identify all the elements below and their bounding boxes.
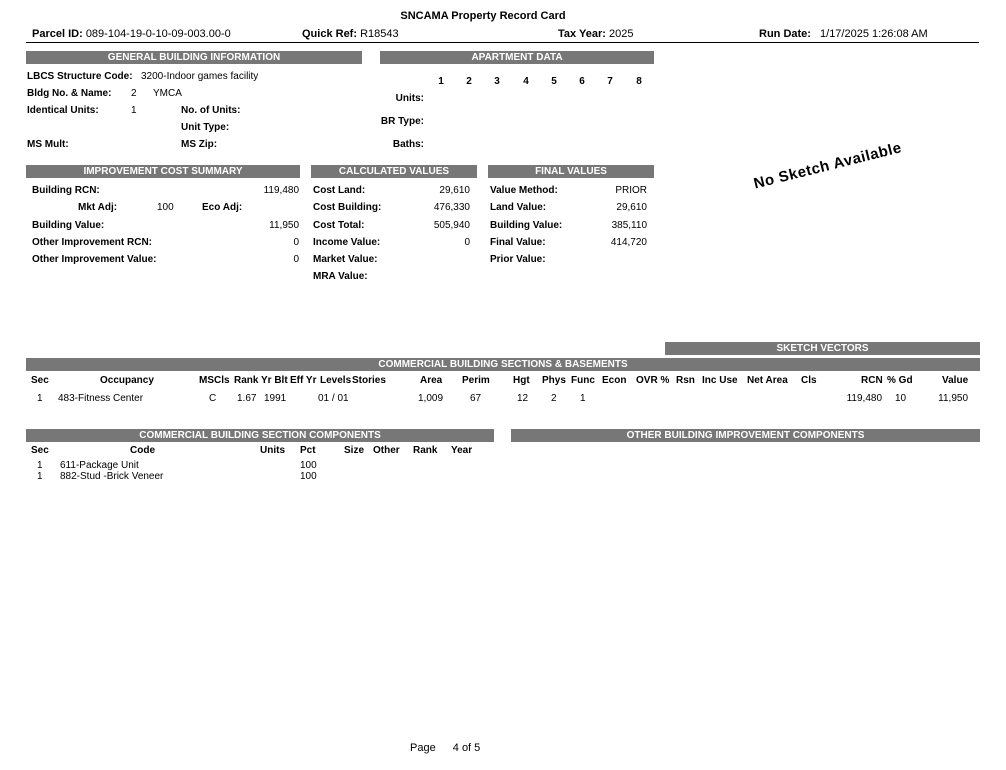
lbcs-value: 3200-Indoor games facility bbox=[141, 71, 259, 82]
row-rcn: 119,480 bbox=[846, 393, 882, 404]
row-value: 11,950 bbox=[938, 393, 968, 404]
bldg-no-value: 2 bbox=[131, 88, 137, 99]
row-perim: 67 bbox=[470, 393, 482, 404]
col-yr-blt: Yr Blt bbox=[261, 375, 288, 386]
final-value-value: 414,720 bbox=[610, 237, 647, 248]
col-area: Area bbox=[420, 375, 443, 386]
col-stories: Stories bbox=[352, 375, 386, 386]
cost-land-label: Cost Land: bbox=[313, 185, 366, 196]
col-hgt: Hgt bbox=[513, 375, 530, 386]
col-eff-yr: Eff Yr bbox=[290, 375, 317, 386]
final-values-header: FINAL VALUES bbox=[488, 165, 654, 178]
cost-building-value: 476,330 bbox=[433, 202, 470, 213]
improvement-cost-header: IMPROVEMENT COST SUMMARY bbox=[26, 165, 300, 178]
identical-units-value: 1 bbox=[131, 105, 137, 116]
cost-total-value: 505,940 bbox=[433, 220, 470, 231]
row-rank: 1.67 bbox=[237, 393, 257, 404]
col-sec: Sec bbox=[31, 375, 49, 386]
col-rcn: RCN bbox=[861, 375, 883, 386]
row-gd: 10 bbox=[895, 393, 907, 404]
mkt-adj-value: 100 bbox=[157, 202, 174, 213]
col-levels: Levels bbox=[320, 375, 352, 386]
row-area: 1,009 bbox=[418, 393, 444, 404]
parcel-id-value: 089-104-19-0-10-09-003.00-0 bbox=[85, 28, 231, 40]
final-building-value-label: Building Value: bbox=[490, 220, 563, 231]
col-net-area: Net Area bbox=[747, 375, 788, 386]
general-building-header: GENERAL BUILDING INFORMATION bbox=[26, 51, 362, 64]
apartment-units-label: Units: bbox=[395, 93, 424, 104]
page-label: Page bbox=[410, 742, 436, 754]
other-improvement-components-header: OTHER BUILDING IMPROVEMENT COMPONENTS bbox=[511, 429, 980, 442]
page-title: SNCAMA Property Record Card bbox=[400, 10, 566, 22]
comp-row-pct: 100 bbox=[300, 471, 317, 482]
col-gd: % Gd bbox=[887, 375, 913, 386]
apartment-col-8: 8 bbox=[636, 76, 642, 87]
ms-zip-label: MS Zip: bbox=[181, 139, 218, 150]
bldg-name-label: Bldg No. & Name: bbox=[27, 88, 112, 99]
apartment-col-7: 7 bbox=[607, 76, 613, 87]
tax-year-value: 2025 bbox=[608, 28, 634, 40]
comp-col-sec: Sec bbox=[31, 445, 49, 456]
col-rsn: Rsn bbox=[676, 375, 695, 386]
parcel-id-label: Parcel ID: bbox=[32, 28, 83, 40]
building-value-value: 11,950 bbox=[269, 220, 299, 231]
other-improvement-value-label: Other Improvement Value: bbox=[32, 254, 157, 265]
income-value-label: Income Value: bbox=[313, 237, 381, 248]
comp-row-pct: 100 bbox=[300, 460, 317, 471]
ms-mult-label: MS Mult: bbox=[27, 139, 69, 150]
cost-building-label: Cost Building: bbox=[313, 202, 382, 213]
apartment-br-type-label: BR Type: bbox=[380, 116, 424, 127]
row-hgt: 12 bbox=[517, 393, 529, 404]
building-value-label: Building Value: bbox=[32, 220, 105, 231]
calculated-values-header: CALCULATED VALUES bbox=[311, 165, 477, 178]
row-sec: 1 bbox=[37, 393, 43, 404]
row-occupancy: 483-Fitness Center bbox=[58, 393, 144, 404]
col-phys: Phys bbox=[542, 375, 566, 386]
commercial-sections-header: COMMERCIAL BUILDING SECTIONS & BASEMENTS bbox=[26, 358, 980, 371]
section-components-header: COMMERCIAL BUILDING SECTION COMPONENTS bbox=[26, 429, 494, 442]
comp-col-code: Code bbox=[130, 445, 155, 456]
col-mscls: MSCls bbox=[199, 375, 230, 386]
land-value-label: Land Value: bbox=[490, 202, 547, 213]
page-number bbox=[410, 742, 480, 754]
cost-total-label: Cost Total: bbox=[313, 220, 365, 231]
other-improvement-rcn-value: 0 bbox=[293, 237, 299, 248]
identical-units-label: Identical Units: bbox=[27, 105, 99, 116]
apartment-data-header: APARTMENT DATA bbox=[380, 51, 654, 64]
run-date bbox=[759, 28, 928, 40]
mkt-adj-label: Mkt Adj: bbox=[78, 202, 118, 213]
comp-row-code: 611-Package Unit bbox=[60, 460, 139, 471]
col-cls: Cls bbox=[801, 375, 817, 386]
row-phys: 2 bbox=[551, 393, 557, 404]
header-divider bbox=[26, 42, 979, 43]
tax-year-label: Tax Year: bbox=[558, 28, 606, 40]
comp-col-year: Year bbox=[451, 445, 473, 456]
quick-ref-label: Quick Ref: bbox=[302, 28, 358, 40]
col-perim: Perim bbox=[462, 375, 490, 386]
comp-col-size: Size bbox=[344, 445, 365, 456]
col-func: Func bbox=[571, 375, 595, 386]
apartment-col-6: 6 bbox=[579, 76, 585, 87]
comp-col-other: Other bbox=[373, 445, 400, 456]
col-ovr: OVR % bbox=[636, 375, 670, 386]
comp-col-units: Units bbox=[260, 445, 285, 456]
run-date-label: Run Date: bbox=[759, 28, 811, 40]
quick-ref bbox=[302, 28, 399, 40]
land-value-value: 29,610 bbox=[616, 202, 647, 213]
prior-value-label: Prior Value: bbox=[490, 254, 546, 265]
col-occupancy: Occupancy bbox=[100, 375, 154, 386]
building-rcn-label: Building RCN: bbox=[32, 185, 100, 196]
other-improvement-rcn-label: Other Improvement RCN: bbox=[32, 237, 153, 248]
comp-row-sec: 1 bbox=[37, 471, 43, 482]
page-of: 4 of 5 bbox=[452, 742, 481, 754]
comp-col-pct: Pct bbox=[300, 445, 316, 456]
parcel-id bbox=[32, 28, 231, 40]
comp-row-sec: 1 bbox=[37, 460, 43, 471]
row-yr-blt: 1991 bbox=[264, 393, 287, 404]
run-date-value: 1/17/2025 1:26:08 AM bbox=[820, 28, 928, 40]
row-mscls: C bbox=[209, 393, 217, 404]
final-building-value-value: 385,110 bbox=[611, 220, 647, 231]
comp-col-rank: Rank bbox=[413, 445, 438, 456]
income-value-value: 0 bbox=[464, 237, 470, 248]
col-inc-use: Inc Use bbox=[702, 375, 738, 386]
building-rcn-value: 119,480 bbox=[263, 185, 299, 196]
mra-value-label: MRA Value: bbox=[313, 271, 368, 282]
value-method-label: Value Method: bbox=[490, 185, 558, 196]
col-econ: Econ bbox=[602, 375, 627, 386]
apartment-baths-label: Baths: bbox=[392, 139, 424, 150]
no-of-units-label: No. of Units: bbox=[181, 105, 241, 116]
row-func: 1 bbox=[580, 393, 586, 404]
value-method-value: PRIOR bbox=[615, 185, 647, 196]
apartment-col-5: 5 bbox=[551, 76, 557, 87]
cost-land-value: 29,610 bbox=[439, 185, 470, 196]
apartment-col-3: 3 bbox=[494, 76, 500, 87]
sketch-vectors-header: SKETCH VECTORS bbox=[665, 342, 980, 355]
no-sketch-stamp: No Sketch Available bbox=[752, 139, 904, 193]
final-value-label: Final Value: bbox=[490, 237, 546, 248]
bldg-name-value: YMCA bbox=[153, 88, 182, 99]
market-value-label: Market Value: bbox=[313, 254, 378, 265]
eco-adj-label: Eco Adj: bbox=[202, 202, 243, 213]
unit-type-label: Unit Type: bbox=[181, 122, 230, 133]
quick-ref-value: R18543 bbox=[360, 28, 399, 40]
apartment-col-4: 4 bbox=[523, 76, 529, 87]
col-value: Value bbox=[942, 375, 969, 386]
col-rank: Rank bbox=[234, 375, 259, 386]
row-levels: 01 / 01 bbox=[318, 393, 349, 404]
apartment-col-1: 1 bbox=[438, 76, 444, 87]
comp-row-code: 882-Stud -Brick Veneer bbox=[60, 471, 164, 482]
apartment-col-2: 2 bbox=[466, 76, 472, 87]
tax-year bbox=[558, 28, 633, 40]
lbcs-label: LBCS Structure Code: bbox=[27, 71, 133, 82]
other-improvement-value-value: 0 bbox=[293, 254, 299, 265]
